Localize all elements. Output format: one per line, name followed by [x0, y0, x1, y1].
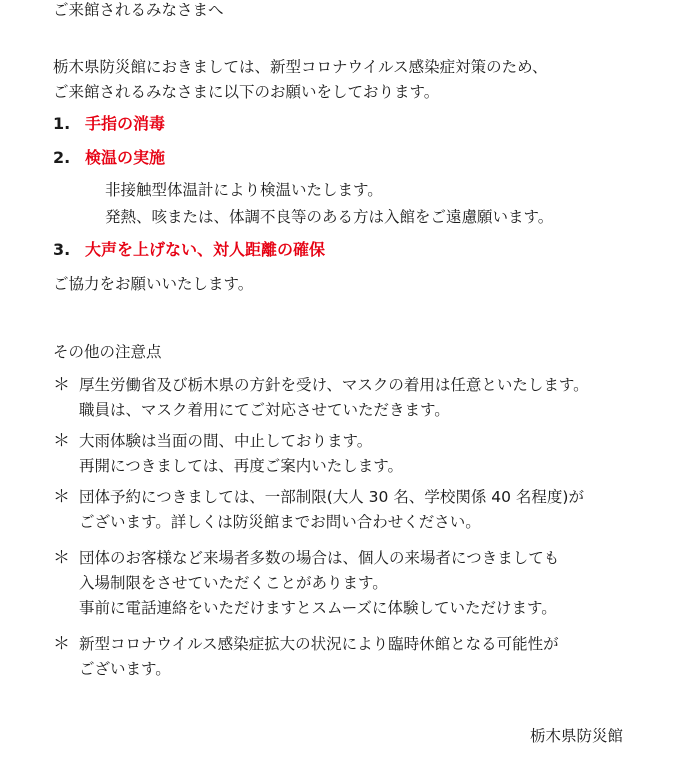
note-line: 団体のお客様など来場者多数の場合は、個人の来場者につきましても: [79, 549, 560, 567]
measure-title: 手指の消毒: [85, 114, 166, 133]
asterisk-bullet-icon: ＊: [53, 431, 70, 451]
measure-hand-disinfection: [53, 111, 165, 136]
measure-temperature-check: [53, 145, 165, 170]
note-line: 新型コロナウイルス感染症拡大の状況により臨時休館となる可能性が: [79, 635, 559, 653]
note-line: 団体予約につきましては、一部制限(大人 30 名、学校関係 40 名程度)が: [79, 488, 584, 506]
note-line: ございます。詳しくは防災館までお問い合わせください。: [79, 513, 481, 531]
measure-detail: 非接触型体温計により検温いたします。: [105, 181, 383, 199]
asterisk-bullet-icon: ＊: [53, 487, 70, 507]
intro-line: ご来館されるみなさまに以下のお願いをしております。: [53, 83, 440, 101]
intro-paragraph: [53, 55, 547, 105]
measure-title: 大声を上げない、対人距離の確保: [85, 240, 326, 259]
note-line: 職員は、マスク着用にてご対応させていただきます。: [79, 401, 450, 419]
measure-number: 2.: [53, 148, 71, 167]
intro-line: 栃木県防災館におきましては、新型コロナウイルス感染症対策のため、: [53, 58, 548, 76]
measure-social-distance: [53, 237, 325, 262]
measure-number: 3.: [53, 240, 71, 259]
note-line: 再開につきましては、再度ご案内いたします。: [79, 457, 403, 475]
asterisk-bullet-icon: ＊: [53, 375, 70, 395]
note-line: 入場制限をさせていただくことがあります。: [79, 574, 388, 592]
asterisk-bullet-icon: ＊: [53, 548, 70, 568]
greeting: ご来館されるみなさまへ: [53, 1, 224, 19]
closing-text: ご協力をお願いいたします。: [53, 275, 254, 293]
measure-number: 1.: [53, 114, 71, 133]
signature: 栃木県防災館: [530, 727, 624, 745]
measure-detail: 発熱、咳または、体調不良等のある方は入館をご遠慮願います。: [105, 208, 554, 226]
notes-title: その他の注意点: [53, 343, 162, 361]
note-line: 大雨体験は当面の間、中止しております。: [79, 432, 373, 450]
note-line: 事前に電話連絡をいただけますとスムーズに体験していただけます。: [79, 599, 557, 617]
note-line: ございます。: [79, 660, 171, 678]
measure-title: 検温の実施: [85, 148, 166, 167]
note-line: 厚生労働省及び栃木県の方針を受け、マスクの着用は任意といたします。: [79, 376, 589, 394]
asterisk-bullet-icon: ＊: [53, 634, 70, 654]
